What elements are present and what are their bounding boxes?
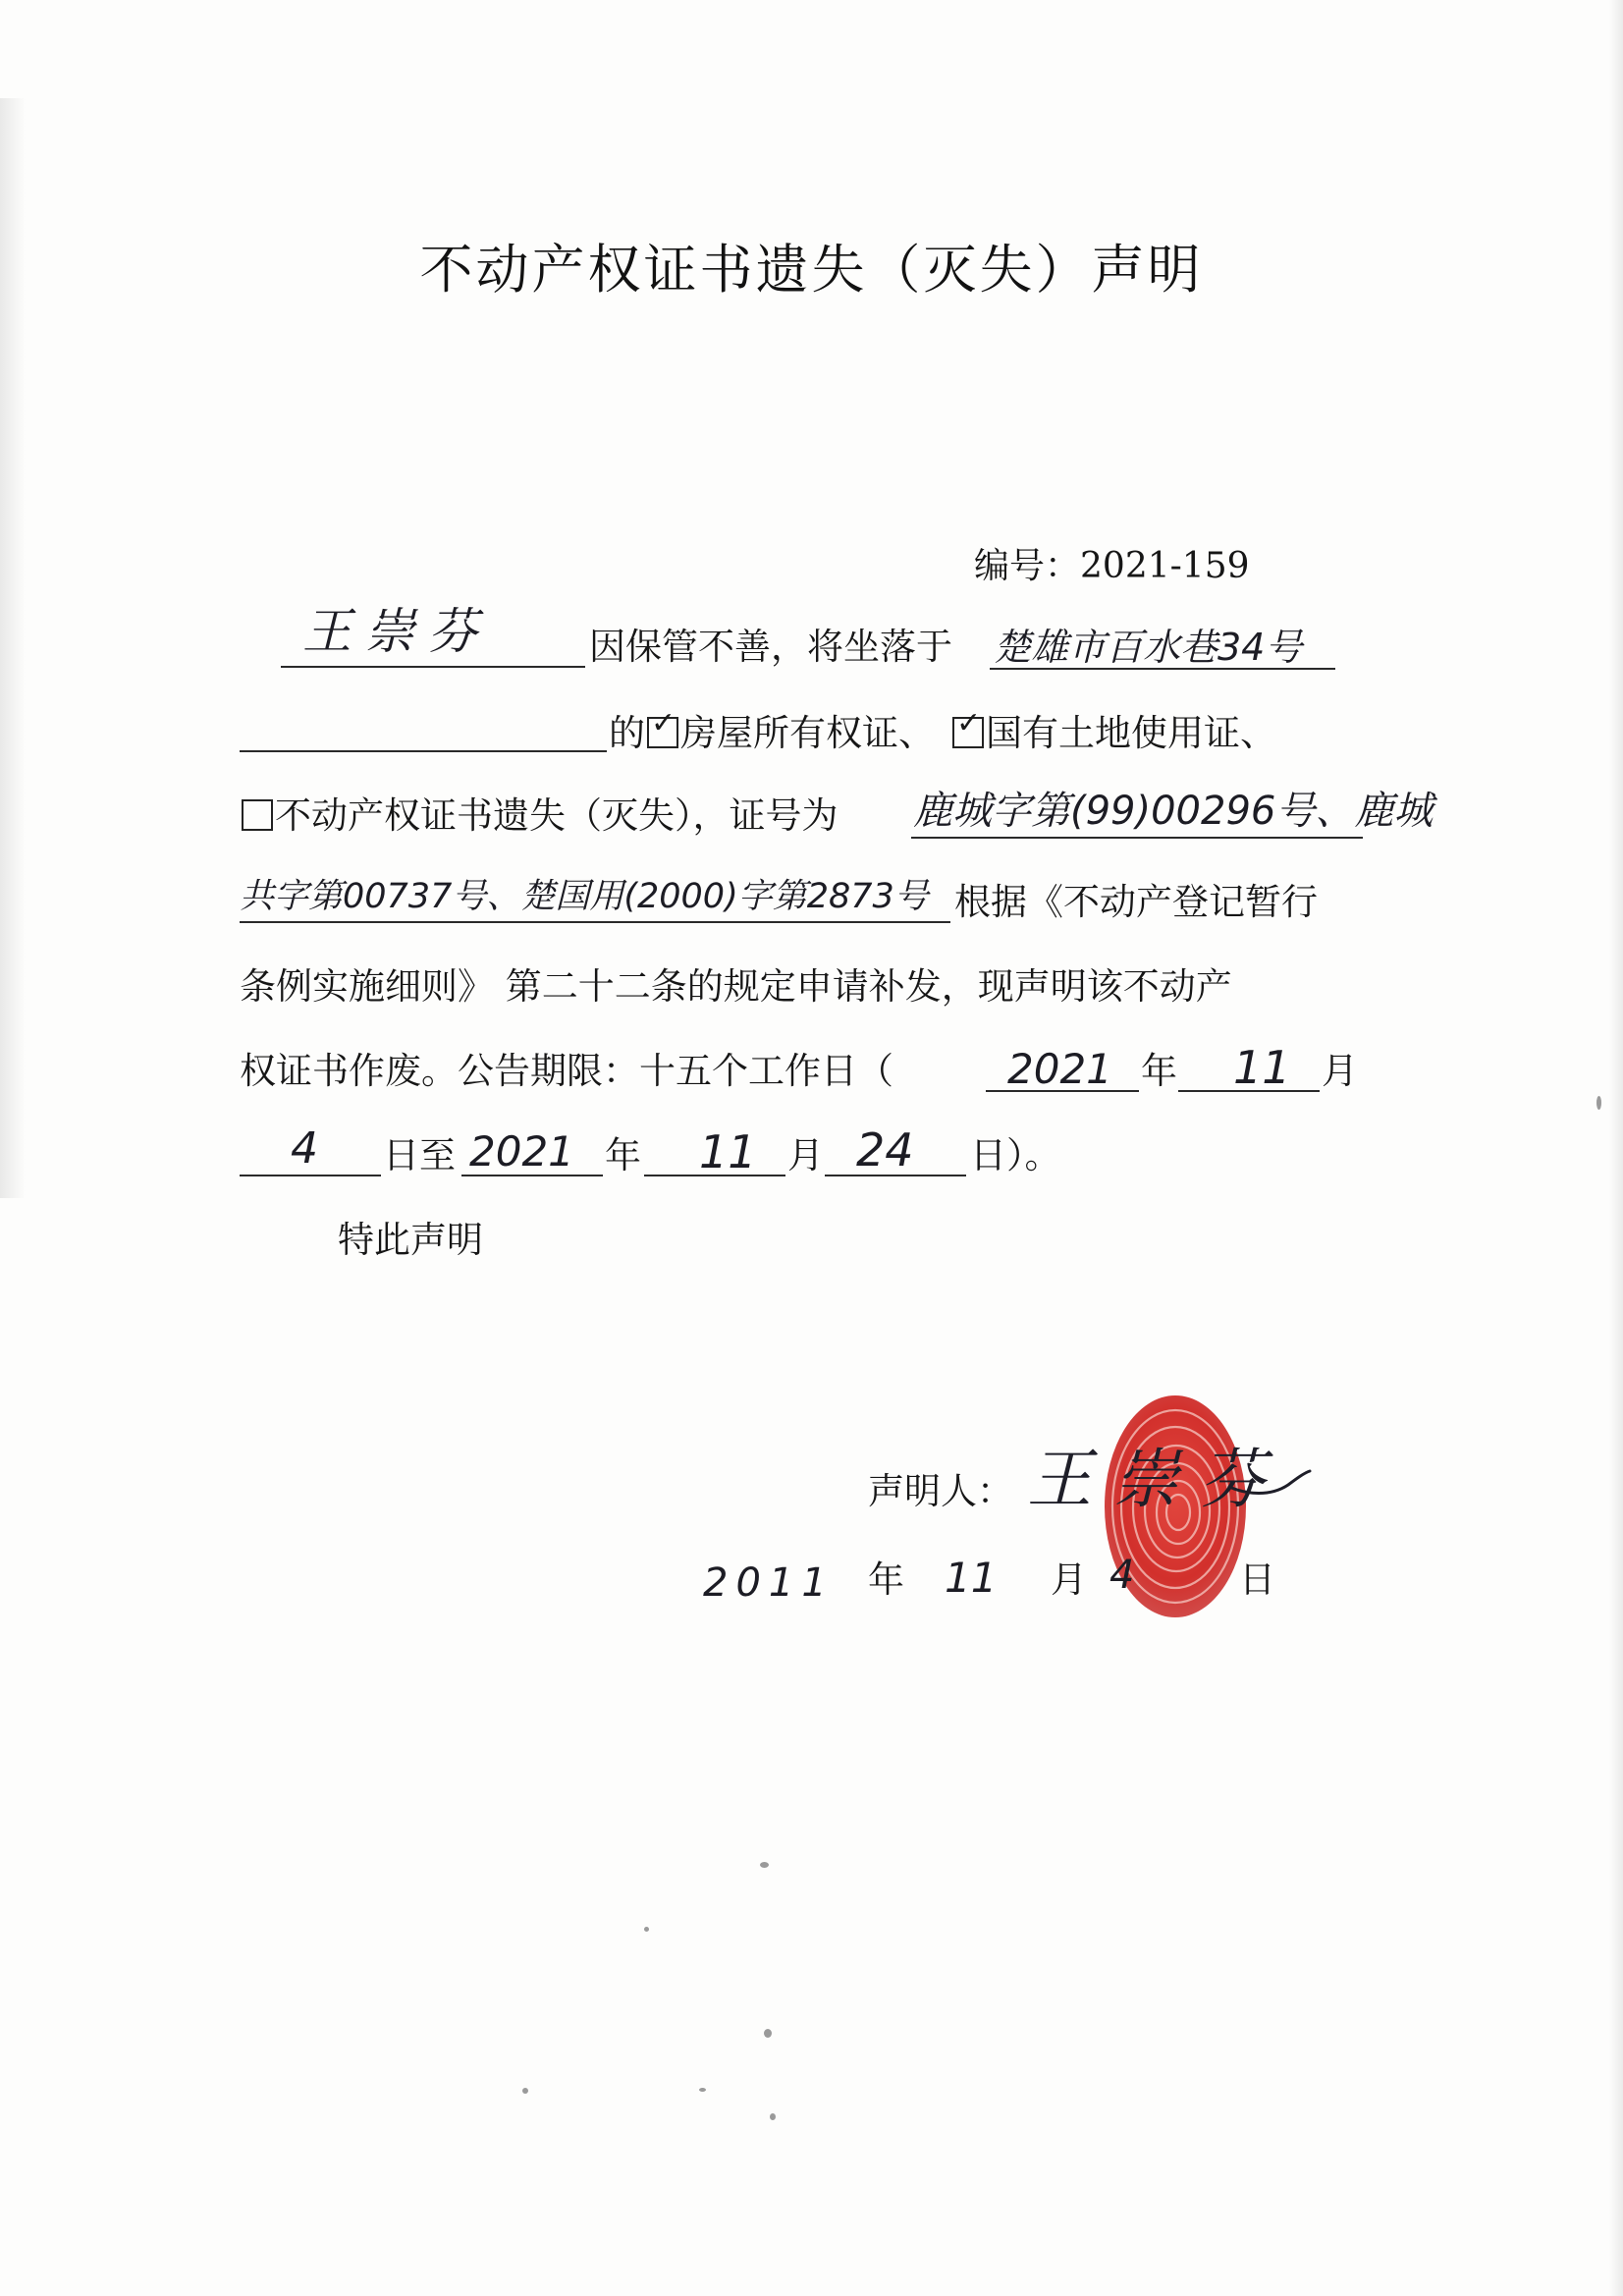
unit-month-2: 月 (787, 1134, 824, 1176)
property-options-line (609, 706, 1276, 754)
end-day-handwritten: 24 (856, 1123, 914, 1176)
document-title: 不动产权证书遗失（灭失）声明 (419, 239, 1204, 301)
address-handwritten: 楚雄市百水巷34号 (994, 626, 1303, 669)
option-house-label: 房屋所有权证、 (680, 712, 935, 754)
checkbox-land-certificate (952, 706, 984, 748)
end-day-underline (825, 1175, 966, 1176)
cert-numbers-underline-1 (911, 837, 1363, 839)
check-mark-icon: ✓ (651, 706, 676, 740)
signature-date-day-handwritten: 4 (1109, 1553, 1135, 1598)
address-underline (990, 668, 1335, 670)
signature-date-month-handwritten: 11 (945, 1554, 998, 1602)
text-to: 日至 (383, 1134, 456, 1176)
signature-date-unit-day: 日 (1239, 1558, 1275, 1601)
cert-numbers-line1-handwritten: 鹿城字第(99)00296号、鹿城 (913, 789, 1434, 834)
check-mark-icon: ✓ (956, 706, 982, 740)
end-year-underline (461, 1175, 603, 1176)
address-underline-continued (240, 750, 607, 752)
checkbox-realestate-certificate (242, 799, 273, 831)
end-month-underline (644, 1175, 785, 1176)
text-basis-2: 条例实施细则》 第二十二条的规定申请补发，现声明该不动产 (240, 965, 1232, 1008)
signature-date-year-handwritten: 2011 (703, 1560, 835, 1606)
unit-month: 月 (1322, 1050, 1358, 1092)
scan-speck (522, 2088, 528, 2094)
start-year-handwritten: 2021 (1007, 1045, 1112, 1093)
owner-name-handwritten: 王崇芬 (302, 603, 491, 660)
start-month-underline (1178, 1090, 1320, 1092)
cert-numbers-underline-2 (240, 921, 950, 923)
realestate-option-line (240, 794, 839, 837)
scan-speck (1596, 1096, 1601, 1110)
declarant-label: 声明人： (868, 1470, 1013, 1512)
start-year-underline (986, 1090, 1139, 1092)
text-void: 权证书作废。公告期限：十五个工作日（ (240, 1050, 893, 1092)
text-of: 的 (609, 712, 645, 754)
unit-year: 年 (1141, 1050, 1177, 1092)
end-month-handwritten: 11 (699, 1125, 757, 1178)
closing-text: 特此声明 (338, 1219, 483, 1261)
scan-speck (760, 1862, 769, 1868)
scan-edge-shadow-right (1609, 0, 1623, 2296)
scan-speck (770, 2113, 776, 2120)
unit-year-2: 年 (605, 1134, 641, 1176)
serial-label: 编号： (974, 546, 1081, 586)
scan-speck (764, 2029, 772, 2038)
scan-speck (699, 2088, 706, 2092)
scan-speck (644, 1927, 649, 1932)
signature-date-unit-year: 年 (868, 1558, 904, 1601)
serial-number (974, 538, 1250, 588)
start-day-handwritten: 4 (291, 1123, 318, 1174)
text-close: 日）。 (970, 1134, 1061, 1176)
option-land-label: 国有土地使用证、 (986, 712, 1276, 754)
option-realestate-label: 不动产权证书遗失（灭失），证号为 (275, 794, 839, 837)
declarant-signature-handwritten: 王崇芬 (1027, 1442, 1286, 1517)
owner-name-underline (281, 666, 585, 668)
text-because: 因保管不善，将坐落于 (589, 626, 952, 668)
end-year-handwritten: 2021 (469, 1127, 574, 1175)
signature-date-unit-month: 月 (1051, 1558, 1087, 1601)
text-basis-1: 根据《不动产登记暂行 (954, 881, 1318, 923)
checkbox-house-certificate (647, 706, 678, 748)
signature-flourish-icon (1227, 1461, 1312, 1501)
start-day-underline (240, 1175, 381, 1176)
cert-numbers-line2-handwritten: 共字第00737号、楚国用(2000)字第2873号 (240, 877, 929, 916)
serial-value: 2021-159 (1080, 546, 1250, 586)
start-month-handwritten: 11 (1233, 1041, 1291, 1094)
